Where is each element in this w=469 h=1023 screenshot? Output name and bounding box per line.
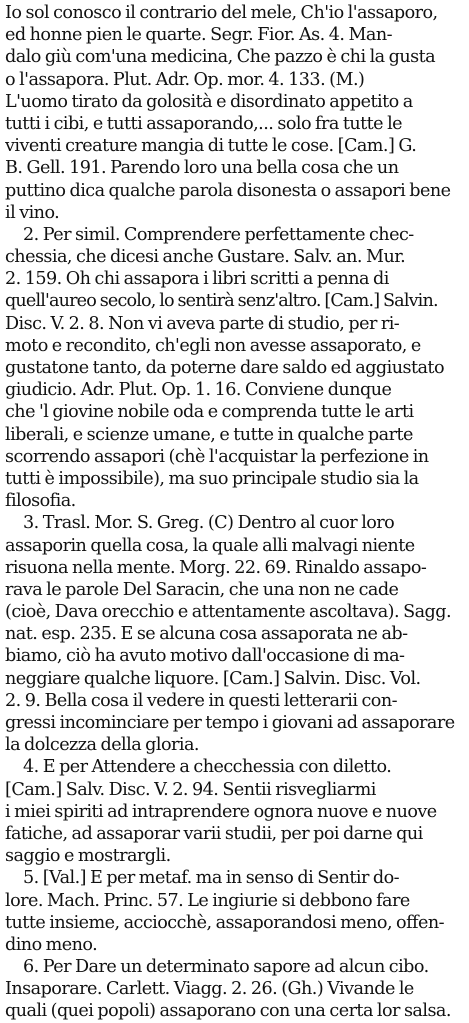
text-line: ed honne pien le quarte. Segr. Fior. As. 4. Man- — [5, 25, 393, 46]
text-line: la dolcezza della gloria. — [5, 735, 199, 756]
text-line: filosofia. — [5, 491, 76, 512]
text-line: tutti i cibi, e tutti assaporando,... solo fra tutte le — [5, 113, 403, 134]
text-line: il vino. — [5, 202, 60, 223]
text-line: biamo, ciò ha avuto motivo dall'occasione di ma- — [5, 646, 405, 667]
text-line: Disc. V. 2. 8. Non vi aveva parte di studio, per ri- — [5, 313, 400, 334]
text-line: quell'aureo secolo, lo sentirà senz'altro. [Cam.] Salvin. — [5, 291, 438, 312]
text-line: gressi incominciare per tempo i giovani ad assaporare — [5, 713, 455, 733]
text-line: nat. esp. 235. E se alcuna cosa assaporata ne ab- — [5, 624, 408, 645]
text-line: o l'assapora. Plut. Adr. Op. mor. 4. 133. (M.) — [5, 69, 365, 90]
text-line: scorrendo assapori (chè l'acquistar la perfezione in — [5, 446, 429, 467]
text-line: giudicio. Adr. Plut. Op. 1. 16. Conviene dunque — [5, 380, 392, 401]
text-line: 2. Per simil. Comprendere perfettamente chec- — [23, 224, 414, 245]
text-line: dino meno. — [5, 934, 98, 955]
text-line: (cioè, Dava orecchio e attentamente ascoltava). Sagg. — [5, 602, 451, 623]
text-line: assaporin quella cosa, la quale alli malvagi niente — [5, 535, 415, 556]
text-line: B. Gell. 191. Parendo loro una bella cosa che un — [5, 158, 399, 179]
text-line: saggio e mostrargli. — [5, 846, 171, 867]
text-line: viventi creature mangia di tutte le cose. [Cam.] G. — [5, 136, 417, 157]
text-line: 4. E per Attendere a checchessia con diletto. — [23, 757, 392, 778]
text-line: 2. 9. Bella cosa il vedere in questi letterarii con- — [5, 690, 398, 711]
text-line: moto e recondito, ch'egli non avesse assaporato, e — [5, 335, 421, 356]
text-line: che 'l giovine nobile oda e comprenda tutte le arti — [5, 402, 414, 423]
text-line: quali (quei popoli) assaporano con una certa lor salsa. — [5, 1001, 451, 1022]
text-line: [Cam.] Salv. Disc. V. 2. 94. Sentii risvegliarmi — [5, 779, 376, 800]
text-line: rava le parole Del Saracin, che una non ne cade — [5, 579, 399, 600]
text-line: chessia, che dicesi anche Gustare. Salv. an. Mur. — [5, 247, 406, 268]
text-line: neggiare qualche liquore. [Cam.] Salvin. Disc. Vol. — [5, 668, 421, 689]
text-line: Io sol conosco il contrario del mele, Ch'io l'assaporo, — [5, 3, 438, 23]
text-line: 3. Trasl. Mor. S. Greg. (C) Dentro al cuor loro — [23, 513, 395, 534]
text-line: tutti è impossibile), ma suo principale studio sia la — [5, 468, 419, 489]
text-line: 5. [Val.] E per metaf. ma in senso di Sentir do- — [23, 868, 400, 889]
text-line: 2. 159. Oh chi assapora i libri scritti a penna di — [5, 269, 389, 290]
text-line: i miei spiriti ad intraprendere ognora nuove e nuove — [5, 801, 437, 822]
text-line: risuona nella mente. Morg. 22. 69. Rinaldo assapo- — [5, 557, 427, 578]
text-line: L'uomo tirato da golosità e disordinato appetito a — [5, 91, 413, 112]
entry-text-body — [5, 2, 463, 1023]
text-line: puttino dica qualche parola disonesta o assapori bene — [5, 180, 451, 201]
text-line: gustatone tanto, da poterne dare saldo ed aggiustato — [5, 358, 444, 378]
text-line: tutte insieme, acciocchè, assaporandosi meno, offen- — [5, 912, 445, 933]
text-line: Insaporare. Carlett. Viagg. 2. 26. (Gh.) Vivande le — [5, 979, 414, 1000]
text-line: dalo giù com'una medicina, Che pazzo è chi la gusta — [5, 47, 436, 68]
text-line: 6. Per Dare un determinato sapore ad alcun cibo. — [23, 957, 429, 978]
text-line: fatiche, ad assaporar varii studii, per poi darne qui — [5, 823, 423, 844]
text-line: liberali, e scienze umane, e tutte in qualche parte — [5, 424, 413, 445]
text-line: lore. Mach. Princ. 57. Le ingiurie si debbono fare — [5, 890, 410, 911]
